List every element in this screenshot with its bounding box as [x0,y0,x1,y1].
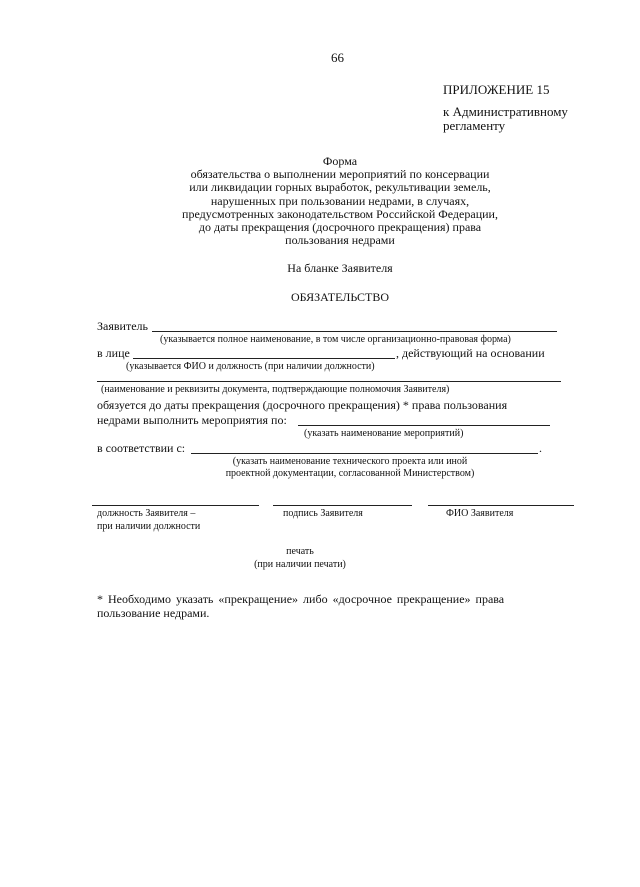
signature-label: подпись Заявителя [283,508,363,519]
project-hint-line-2: проектной документации, согласованной Министерством) [225,468,475,479]
footnote-line-1: * Необходимо указать «прекращение» либо «досрочное прекращение» права [97,592,505,606]
project-hint-line-1: (указать наименование технического проекта или иной [232,456,468,467]
accordance-end: . [539,441,542,455]
heading-line: нарушенных при пользовании недрами, в случаях, [210,194,470,208]
stamp-hint: (при наличии печати) [254,559,346,570]
heading-line: до даты прекращения (досрочного прекращения) права [198,220,482,234]
document-title: ОБЯЗАТЕЛЬСТВО [290,290,390,304]
applicant-label: Заявитель [97,319,148,333]
obligation-line-1: обязуется до даты прекращения (досрочного прекращения) * права пользования [97,398,508,412]
authority-hint: (наименование и реквизиты документа, подтверждающие полномочия Заявителя) [101,384,450,395]
accordance-label: в соответствии с: [97,441,186,455]
obligation-line-2: недрами выполнить мероприятия по: [97,413,287,427]
heading-line: пользования недрами [285,233,395,247]
authority-input-line[interactable] [97,381,561,382]
person-input-line[interactable] [133,358,395,359]
appendix-line-1: к Административному [443,104,568,119]
person-label: в лице [97,346,130,360]
applicant-hint: (указывается полное наименование, в том числе организационно-правовая форма) [160,334,511,345]
position-label-line-2: при наличии должности [97,521,201,532]
position-input-line[interactable] [92,505,259,506]
heading-line: или ликвидации горных выработок, рекультивации земель, [189,180,491,194]
letterhead-note: На бланке Заявителя [287,261,393,275]
measures-input-line[interactable] [298,425,550,426]
accordance-input-line[interactable] [191,453,538,454]
person-suffix: , действующий на основании [396,346,545,360]
appendix-line-2: регламенту [443,118,506,133]
fio-input-line[interactable] [428,505,574,506]
applicant-input-line[interactable] [152,331,557,332]
page-number: 66 [331,50,344,65]
measures-hint: (указать наименование мероприятий) [304,428,464,439]
heading-line: обязательства о выполнении мероприятий по консервации [190,167,490,181]
footnote-line-2: пользование недрами. [97,606,210,620]
stamp-label: печать [286,546,314,557]
heading-line: Форма [322,154,358,168]
position-label-line-1: должность Заявителя – [97,508,196,519]
appendix-title: ПРИЛОЖЕНИЕ 15 [443,82,550,97]
fio-label: ФИО Заявителя [446,508,514,519]
person-hint: (указывается ФИО и должность (при наличии должности) [126,361,375,372]
signature-input-line[interactable] [273,505,412,506]
heading-line: предусмотренных законодательством Российской Федерации, [182,207,498,221]
